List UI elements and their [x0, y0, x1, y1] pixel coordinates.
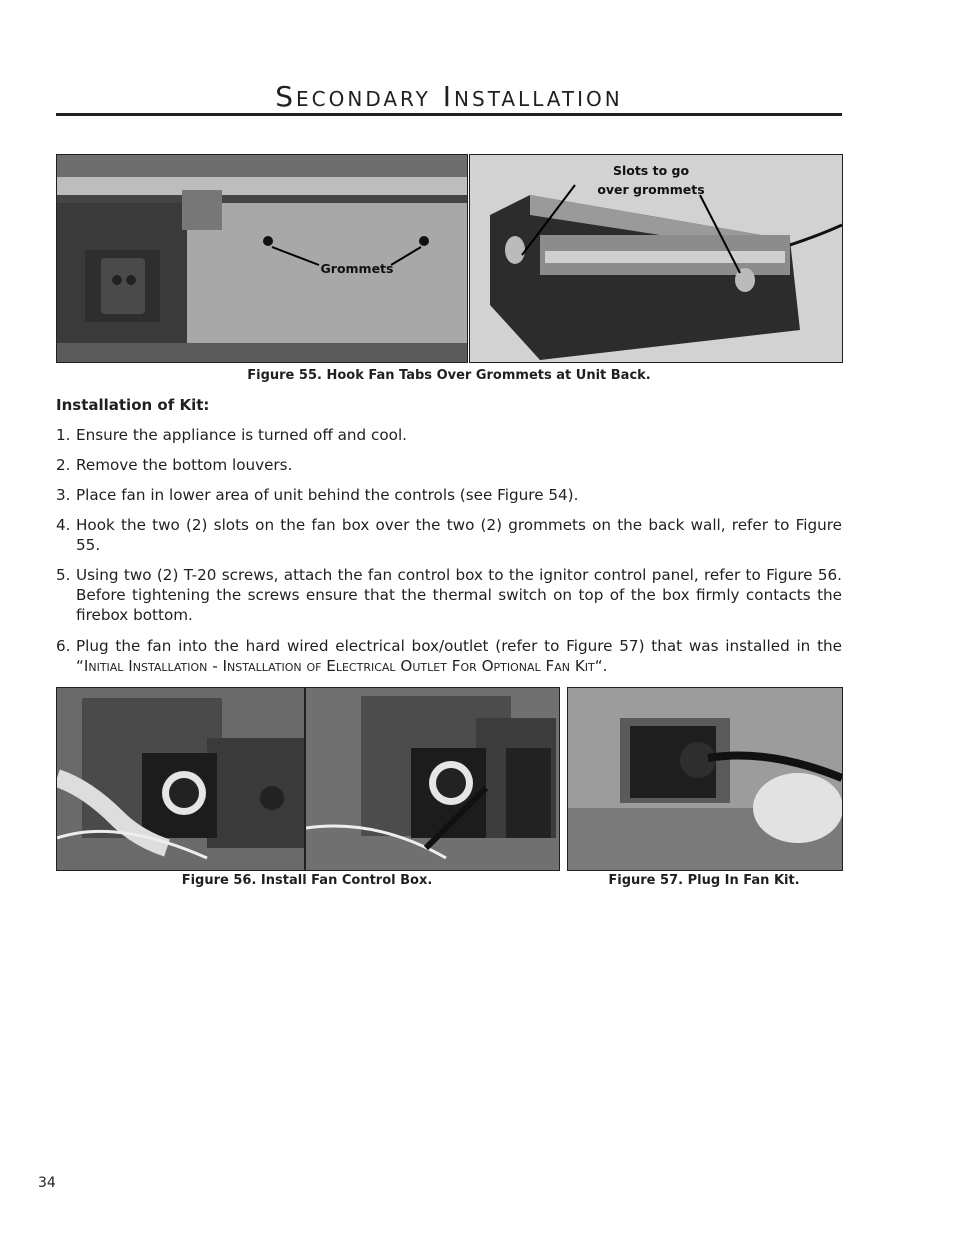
installation-heading: Installation of Kit: [56, 396, 210, 414]
step-reference: “Initial Installation - Installation of Electrical Outlet For Optional Fan Kit“. [76, 657, 608, 675]
figure57-photo [567, 687, 843, 871]
step-text: Place fan in lower area of unit behind the controls (see Figure 54). [76, 486, 579, 504]
figure56-photo-left [56, 687, 305, 871]
figure56-photo-right [305, 687, 560, 871]
step-text: Using two (2) T-20 screws, attach the fan control box to the ignitor control panel, refer to Figure 56. Before tightening the screws ensure that the thermal switch on top of the box firmly contacts the firebox bottom. [76, 566, 842, 624]
figure55-caption: Figure 55. Hook Fan Tabs Over Grommets at Unit Back. [247, 368, 651, 383]
title-rule [56, 113, 842, 116]
page-number: 34 [38, 1175, 56, 1191]
step-5 [56, 565, 842, 625]
step-number: 4. [56, 516, 71, 534]
step-number: 1. [56, 426, 71, 444]
step-number: 3. [56, 486, 71, 504]
grommets-label: Grommets [320, 261, 394, 276]
figure57-caption: Figure 57. Plug In Fan Kit. [608, 873, 800, 888]
figure55-photo-left [56, 154, 468, 363]
page-title: Secondary Installation [275, 80, 623, 113]
step-text: Hook the two (2) slots on the fan box over the two (2) grommets on the back wall, refer to Figure 55. [76, 516, 842, 554]
slots-label-line2: over grommets [597, 182, 705, 197]
figure55-photo-right [469, 154, 843, 363]
step-text: Ensure the appliance is turned off and cool. [76, 426, 407, 444]
step-text: Plug the fan into the hard wired electrical box/outlet (refer to Figure 57) that was installed in the [76, 637, 842, 655]
step-6 [56, 636, 842, 676]
step-2 [56, 455, 842, 475]
slots-label-line1: Slots to go [612, 163, 690, 178]
step-text: Remove the bottom louvers. [76, 456, 293, 474]
step-3 [56, 485, 842, 505]
step-1 [56, 425, 842, 445]
step-number: 2. [56, 456, 71, 474]
step-number: 5. [56, 566, 71, 584]
figure56-caption: Figure 56. Install Fan Control Box. [181, 873, 433, 888]
step-4 [56, 515, 842, 555]
step-number: 6. [56, 637, 71, 655]
